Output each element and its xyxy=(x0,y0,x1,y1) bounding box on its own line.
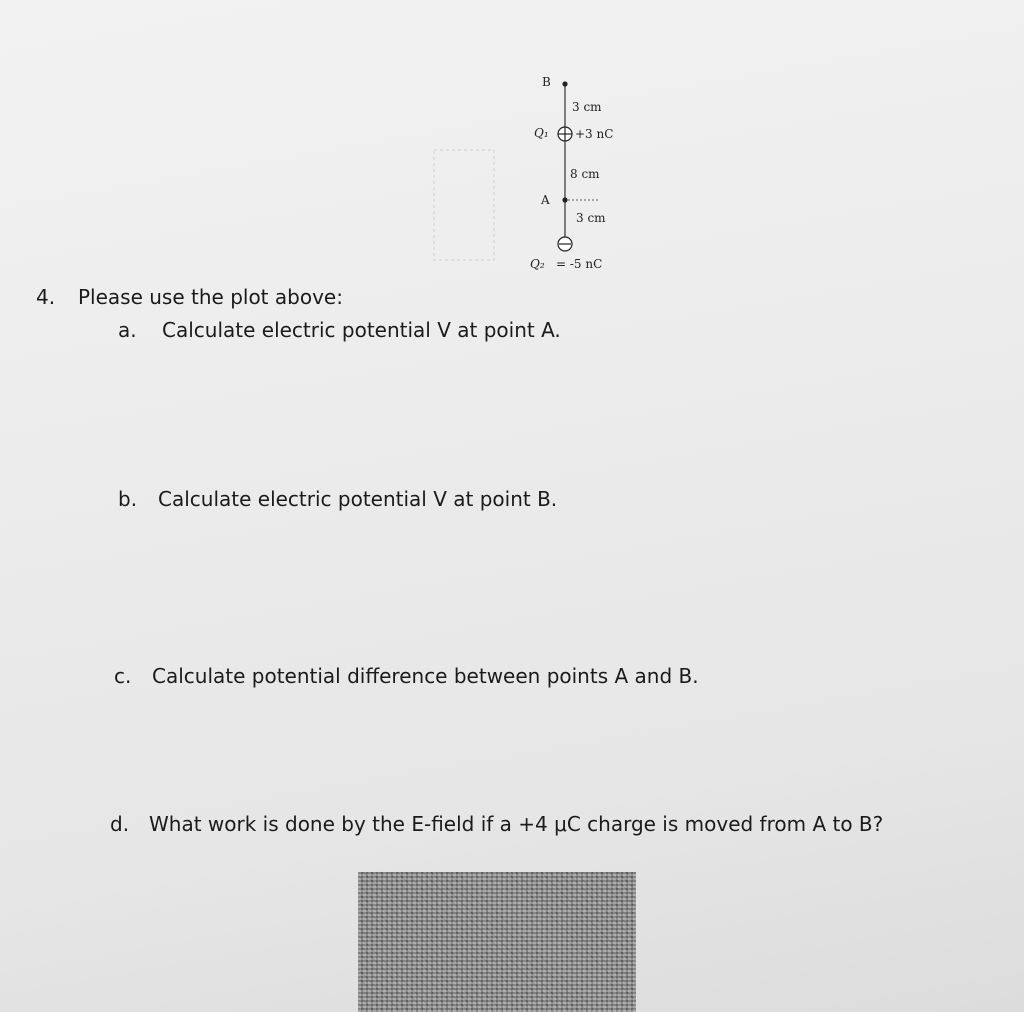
point-b-label: B xyxy=(542,75,551,89)
distance-top-label: 3 cm xyxy=(572,100,602,114)
part-b-text: Calculate electric potential V at point B. xyxy=(158,487,558,511)
point-b-dot xyxy=(562,81,567,86)
distance-mid-label: 8 cm xyxy=(570,167,600,181)
charge-diagram xyxy=(420,70,640,280)
part-b-letter: b. xyxy=(118,487,138,511)
part-a-letter: a. xyxy=(118,318,137,342)
question-prompt: Please use the plot above: xyxy=(78,285,343,309)
redacted-area xyxy=(358,872,636,1012)
question-number: 4. xyxy=(36,285,56,309)
distance-bottom-label: 3 cm xyxy=(576,211,606,225)
part-d-text: What work is done by the E-field if a +4 μC charge is moved from A to B? xyxy=(149,812,884,836)
q1-value: +3 nC xyxy=(575,127,614,141)
part-d-letter: d. xyxy=(110,812,130,836)
point-a-dot xyxy=(562,197,567,202)
part-a-text: Calculate electric potential V at point A. xyxy=(162,318,561,342)
q2-label: Q₂ xyxy=(530,257,545,271)
q1-label: Q₁ xyxy=(534,126,549,140)
q2-value: = -5 nC xyxy=(556,257,603,271)
charge-diagram-lines xyxy=(420,70,640,280)
point-a-label: A xyxy=(541,193,550,207)
part-c-letter: c. xyxy=(114,664,132,688)
part-c-text: Calculate potential difference between points A and B. xyxy=(152,664,699,688)
